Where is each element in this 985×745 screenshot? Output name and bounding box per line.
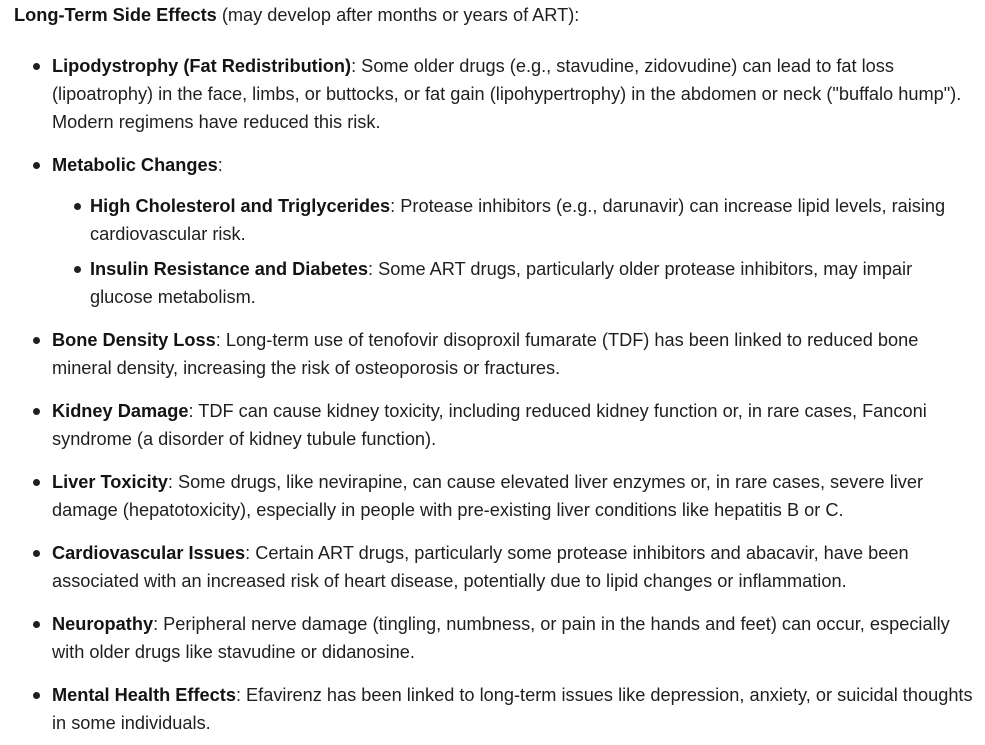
bullet-icon (33, 162, 40, 169)
bullet-icon (74, 203, 81, 210)
item-text: : Some older drugs (e.g., stavudine, zidovudine) can lead to fat loss (lipoatrophy) in the face, limbs, or buttocks, or fat gain (lipohypertrophy) in the abdomen or neck ("buffalo hump"). Modern regimens have reduced this risk. (52, 56, 962, 132)
item-term: Cardiovascular Issues (52, 543, 246, 563)
list-item-bone-density-loss (14, 326, 985, 382)
sublist-item-insulin-resistance (52, 255, 985, 311)
item-text: : TDF can cause kidney toxicity, including reduced kidney function or, in rare cases, Fanconi syndrome (a disorder of kidney tubule function). (52, 401, 927, 449)
list-item-kidney-damage (14, 397, 985, 453)
item-text: : Some drugs, like nevirapine, can cause elevated liver enzymes or, in rare cases, severe liver damage (hepatotoxicity), especially in people with pre-existing liver conditions like hepatitis B or C. (52, 472, 924, 520)
list-item-liver-toxicity (14, 468, 985, 524)
section-title: Long-Term Side Effects (14, 5, 217, 25)
item-text: : Long-term use of tenofovir disoproxil fumarate (TDF) has been linked to reduced bone mineral density, increasing the risk of osteoporosis or fractures. (52, 330, 919, 378)
list-item-mental-health-effects (14, 681, 985, 737)
item-text: : Certain ART drugs, particularly some protease inhibitors and abacavir, have been associated with an increased risk of heart disease, potentially due to lipid changes or inflammation. (52, 543, 909, 591)
bullet-icon (33, 408, 40, 415)
list-item-metabolic-changes (14, 151, 985, 311)
item-term: Metabolic Changes (52, 155, 218, 175)
list-item-neuropathy (14, 610, 985, 666)
sublist-item-cholesterol (52, 192, 985, 248)
section-heading (14, 0, 985, 29)
subitem-term: High Cholesterol and Triglycerides (90, 196, 391, 216)
subitem-text: : Protease inhibitors (e.g., darunavir) can increase lipid levels, raising cardiovascular risk. (90, 196, 946, 244)
item-term: Mental Health Effects (52, 685, 236, 705)
item-term: Bone Density Loss (52, 330, 216, 350)
item-text: : Peripheral nerve damage (tingling, numbness, or pain in the hands and feet) can occur, especially with older drugs like stavudine or didanosine. (52, 614, 950, 662)
item-text: : (217, 155, 223, 175)
bullet-icon (74, 266, 81, 273)
list-item-cardiovascular-issues (14, 539, 985, 595)
subitem-text: : Some ART drugs, particularly older protease inhibitors, may impair glucose metabolism. (90, 259, 913, 307)
bullet-icon (33, 63, 40, 70)
item-term: Neuropathy (52, 614, 154, 634)
section-note: (may develop after months or years of ART): (216, 5, 580, 25)
metabolic-sublist (52, 192, 985, 311)
bullet-icon (33, 337, 40, 344)
item-text: : Efavirenz has been linked to long-term issues like depression, anxiety, or suicidal thoughts in some individuals. (52, 685, 973, 733)
item-term: Lipodystrophy (Fat Redistribution) (52, 56, 352, 76)
list-item-lipodystrophy (14, 52, 985, 136)
item-term: Kidney Damage (52, 401, 189, 421)
bullet-icon (33, 550, 40, 557)
bullet-icon (33, 479, 40, 486)
item-term: Liver Toxicity (52, 472, 168, 492)
subitem-term: Insulin Resistance and Diabetes (90, 259, 368, 279)
bullet-icon (33, 621, 40, 628)
bullet-icon (33, 692, 40, 699)
side-effects-list (14, 52, 985, 737)
